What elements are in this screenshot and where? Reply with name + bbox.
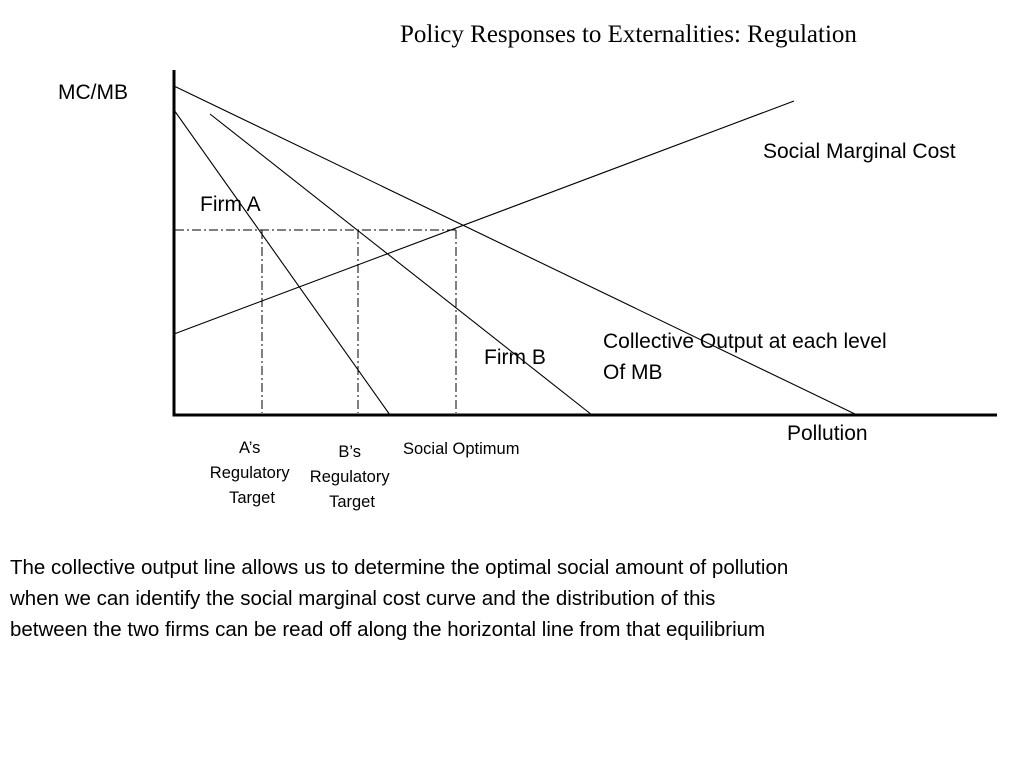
collective-output-label-line-2: Of MB (603, 361, 663, 384)
firm-b-curve (210, 114, 592, 415)
social-optimum-label: Social Optimum (403, 440, 520, 458)
social-marginal-cost-curve (174, 101, 794, 334)
a-regulatory-target-label (210, 439, 294, 507)
social-marginal-cost-label: Social Marginal Cost (763, 140, 956, 163)
a-target-line-1: A’s (239, 439, 261, 457)
y-axis-label: MC/MB (58, 81, 128, 104)
collective-output-label-line-1: Collective Output at each level (603, 330, 887, 353)
firm-b-label: Firm B (484, 346, 546, 369)
a-target-line-3: Target (229, 489, 275, 507)
b-target-line-2: Regulatory (309, 468, 390, 486)
b-target-line-3: Target (329, 493, 375, 511)
a-target-line-2: Regulatory (209, 464, 290, 482)
b-regulatory-target-label (310, 443, 394, 511)
collective-output-label (603, 330, 893, 384)
firm-a-label: Firm A (200, 193, 261, 216)
slide-body-text: The collective output line allows us to determine the optimal social amount of pollution when we can identify the social marginal cost curve and the distribution of this between the two firms can be read off along the horizontal line from that equilibrium (10, 556, 789, 641)
slide-title: Policy Responses to Externalities: Regulation (400, 21, 857, 48)
x-axis-label: Pollution (787, 422, 868, 445)
b-target-line-1: B’s (338, 443, 362, 461)
